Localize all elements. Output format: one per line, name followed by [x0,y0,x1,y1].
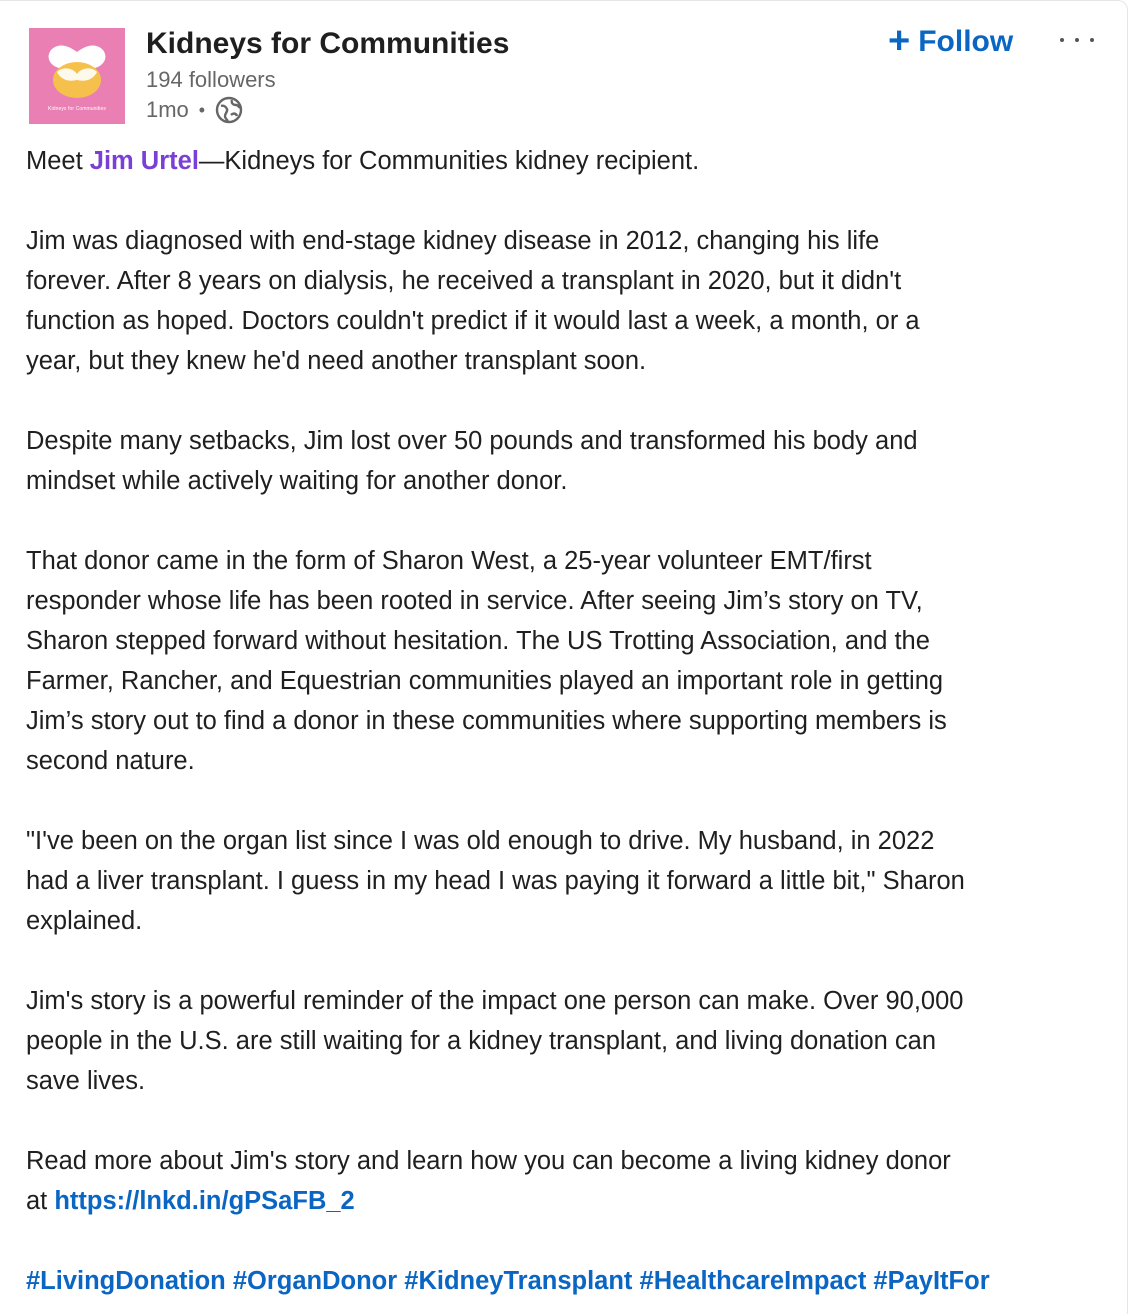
post-paragraph-2 [26,221,1116,381]
more-dot-icon [1075,38,1079,42]
logo-caption: Kidneys for Communities [48,106,106,112]
text-line: had a liver transplant. I guess in my head I was paying it forward a little bit," Sharon [26,867,965,895]
text-line: mindset while actively waiting for another donor. [26,467,568,495]
hashtag-healthcare-impact[interactable]: #HealthcareImpact [639,1267,867,1295]
more-options-button[interactable] [1056,25,1098,55]
text-line: That donor came in the form of Sharon West, a 25-year volunteer EMT/first [26,547,872,575]
text-line [26,1181,1116,1221]
story-link[interactable]: https://lnkd.in/gPSaFB_2 [54,1187,355,1215]
intro-prefix: Meet [26,147,90,175]
follow-label: Follow [918,25,1014,58]
text-line: forever. After 8 years on dialysis, he received a transplant in 2020, but it didn't [26,267,902,295]
company-logo[interactable] [29,28,125,124]
text-line: Jim’s story out to find a donor in these communities where supporting members is [26,707,947,735]
post-paragraph-6 [26,981,1116,1101]
text-line: Farmer, Rancher, and Equestrian communities played an important role in getting [26,667,944,695]
intro-suffix: —Kidneys for Communities kidney recipient. [198,147,700,175]
mention-jim-urtel[interactable]: Jim Urtel [89,147,199,175]
text-line: Read more about Jim's story and learn how you can become a living kidney donor [26,1147,951,1175]
text-line: people in the U.S. are still waiting for a kidney transplant, and living donation can [26,1027,937,1055]
hashtag-organ-donor[interactable]: #OrganDonor [232,1267,398,1295]
post-body [26,141,1116,1301]
followers-count: 194 followers [146,67,276,92]
link-prefix: at [26,1187,55,1215]
post-paragraph-4 [26,541,1116,781]
post-paragraph-5 [26,821,1116,941]
globe-icon [215,96,243,124]
separator-dot: • [198,99,206,120]
text-line: Jim's story is a powerful reminder of the impact one person can make. Over 90,000 [26,987,964,1015]
more-dot-icon [1060,38,1064,42]
follow-button[interactable] [880,21,1021,63]
text-line: second nature. [26,747,195,775]
post-meta [146,95,243,125]
text-line: explained. [26,907,143,935]
post-paragraph-3 [26,421,1116,501]
post-paragraph-intro [26,141,1116,181]
text-line: Jim was diagnosed with end-stage kidney disease in 2012, changing his life [26,227,880,255]
text-line: function as hoped. Doctors couldn't predict if it would last a week, a month, or a [26,307,920,335]
post-paragraph-7 [26,1141,1116,1221]
text-line: Despite many setbacks, Jim lost over 50 pounds and transformed his body and [26,427,918,455]
more-dot-icon [1090,38,1094,42]
company-name[interactable]: Kidneys for Communities [146,27,510,60]
text-line: responder whose life has been rooted in service. After seeing Jim’s story on TV, [26,587,923,615]
hashtag-kidney-transplant[interactable]: #KidneyTransplant [404,1267,633,1295]
text-line: Sharon stepped forward without hesitation. The US Trotting Association, and the [26,627,930,655]
hashtag-pay-it-forward[interactable]: #PayItFor [873,1267,990,1295]
text-line: "I've been on the organ list since I was old enough to drive. My husband, in 2022 [26,827,935,855]
plus-icon: + [888,19,911,62]
post-time: 1mo [146,97,189,122]
hashtag-row [26,1261,1116,1301]
hashtag-living-donation[interactable]: #LivingDonation [26,1267,226,1295]
text-line: year, but they knew he'd need another transplant soon. [26,347,647,375]
text-line: save lives. [26,1067,146,1095]
